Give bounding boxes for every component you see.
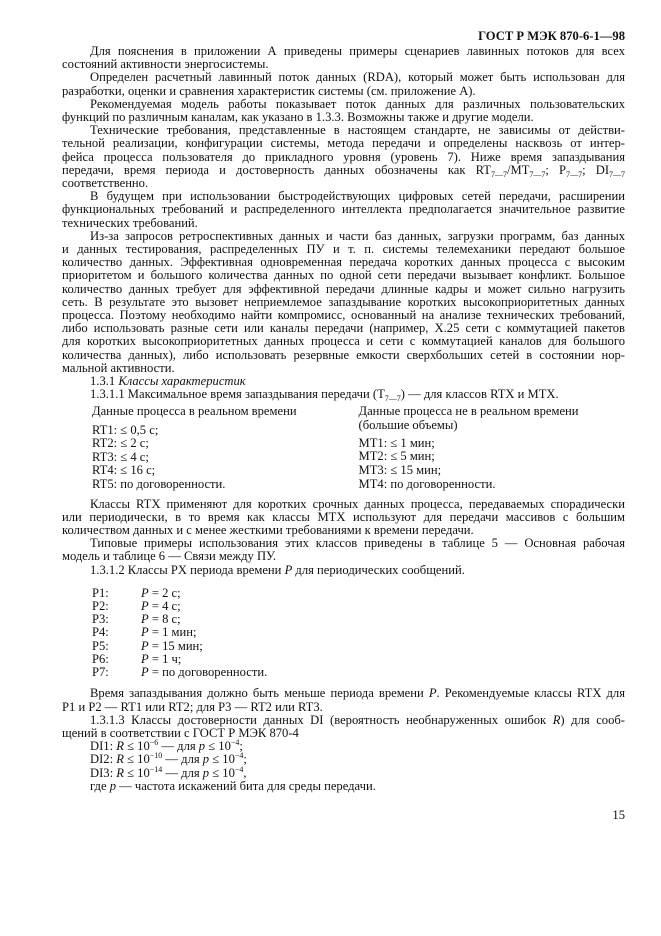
paragraph: [62, 71, 625, 97]
delay-classes-table: [62, 405, 625, 491]
text-run: ≤ 10: [123, 765, 150, 780]
text-run: P1 и P2 — RT1 или RT2; для P3 — RT2 или RT3.: [62, 699, 323, 714]
text-run: мальной активности.: [62, 360, 175, 375]
page-body: [62, 45, 625, 793]
paragraph: [62, 230, 625, 375]
class-row: RT4: ≤ 16 с;: [92, 463, 156, 478]
text-run: Время запаздывания должно быть меньше периода времени: [90, 686, 429, 701]
class-row: MT2: ≤ 5 мин;: [358, 449, 435, 464]
supscript: −4: [234, 751, 244, 761]
text-run: ≤ 10: [205, 739, 231, 754]
integrity-classes-list: [62, 740, 625, 793]
period-value-text: = 8 с;: [151, 612, 181, 627]
class-row: Данные процесса в реальном времени: [92, 404, 297, 419]
period-symbol: P: [141, 651, 149, 666]
recommendation-paragraphs: [62, 687, 625, 740]
period-classes-list: [92, 587, 625, 679]
text-run: . Рекомендуемые классы RTX для: [436, 686, 626, 701]
text-run: ; P: [545, 162, 567, 177]
text-run: для периодических сообщений.: [292, 562, 465, 577]
italic-symbol: R: [552, 712, 561, 727]
subscript: 7—7: [609, 169, 626, 179]
paragraph: [62, 45, 625, 71]
text-run: технических требований.: [62, 215, 198, 230]
text-run: — частота искажений бита для среды передачи.: [115, 778, 376, 793]
text-run: ≤ 10: [123, 739, 150, 754]
period-symbol: P: [141, 625, 149, 640]
period-class-key: P6:: [92, 651, 109, 666]
section-1-3-1-1-heading: [62, 387, 625, 404]
text-run: модель и таблице 6 — Связи между ПУ.: [62, 549, 277, 564]
text-run: — для: [158, 739, 199, 754]
italic-symbol: P: [284, 562, 293, 577]
italic-symbol: R: [116, 765, 124, 780]
period-symbol: P: [141, 665, 149, 680]
text-run: состояний активности энергосистемы.: [62, 57, 269, 72]
text-run: Из-за запросов ретроспективных данных и части баз данных, загрузки программ, баз данных: [90, 228, 625, 243]
subscript: 7—7: [566, 169, 583, 179]
text-line: [62, 564, 625, 577]
text-run: ) для сооб-: [560, 712, 625, 727]
text-run: фейса процесса пользователя до прикладного уровня (уровень 7). Ниже время запаздывания: [62, 149, 625, 164]
text-run: количество данных требует для эффективной передачи длинные кадры и может сильно нагрузить: [62, 281, 625, 296]
class-row: RT5: по договоренности.: [92, 477, 226, 492]
section-1-3-1-2-heading: [62, 564, 625, 577]
class-row: (большие объемы): [358, 417, 458, 432]
paragraph: [62, 564, 625, 577]
supscript: −14: [149, 764, 163, 774]
text-run: либо использовать разные сети или каналы передачи (например, X.25 сети с коммутацией пакетов: [62, 321, 625, 336]
supscript: −10: [149, 751, 163, 761]
text-run: разработки, оценки и сравнения характеристик системы (см. приложение А).: [62, 83, 476, 98]
realtime-column: [92, 405, 359, 491]
period-value: [141, 666, 267, 679]
period-symbol: P: [141, 599, 149, 614]
text-run: соответственно.: [62, 176, 149, 191]
text-run: ,: [243, 765, 247, 780]
text-run: DI2:: [90, 752, 117, 767]
text-run: Рекомендуемая модель работы показывает поток данных для различных пользовательских: [90, 96, 625, 111]
text-run: Определен расчетный лавинный поток данных (RDA), который может быть использован для: [90, 70, 625, 85]
period-value-text: = 2 с;: [151, 585, 181, 600]
subscript: 7—7: [529, 169, 546, 179]
integrity-class-line: [90, 780, 625, 793]
text-run: количеством данных и с менее жесткими требованиями к времени передачи.: [62, 523, 474, 538]
period-class-row: [92, 666, 625, 679]
text-run: где: [90, 778, 110, 793]
period-value-text: = 1 ч;: [151, 651, 182, 666]
period-symbol: P: [141, 585, 149, 600]
text-line: [62, 387, 625, 404]
class-usage-paragraphs: [62, 498, 625, 564]
text-run: ;: [243, 752, 247, 767]
italic-symbol: P: [428, 686, 437, 701]
paragraph: [62, 498, 625, 538]
period-symbol: P: [141, 638, 149, 653]
subscript: 7—7: [384, 394, 401, 404]
text-run: ≤ 10: [209, 752, 235, 767]
italic-symbol: p: [202, 765, 210, 780]
text-run: 1.3.1.1 Максимальное время запаздывания передачи (T: [90, 387, 385, 402]
class-row: RT2: ≤ 2 с;: [92, 436, 149, 451]
class-row: RT3: ≤ 4 с;: [92, 449, 149, 464]
text-run: тельной реализации, конфигурации системы, метода передачи и определены насквозь от интер-: [62, 136, 625, 151]
supscript: −4: [234, 764, 244, 774]
class-row: MT3: ≤ 15 мин;: [358, 463, 442, 478]
text-run: количества данных), либо использовать резервные емкости сверхбольших сетей в состоянии нор-: [62, 347, 625, 362]
subscript: 7—7: [491, 169, 507, 179]
text-run: Классы RTX применяют для коротких срочных данных процесса, передаваемых спорадически: [90, 496, 625, 511]
paragraph: [62, 124, 625, 190]
text-run: количество данных. Эффективная одновременная передача коротких данных процесса с высоким: [62, 255, 625, 270]
italic-symbol: p: [202, 752, 210, 767]
intro-paragraphs: [62, 45, 625, 375]
text-run: и данных тестирования, распределенных ПУ и т. п. системы телемеханики передают большое: [62, 242, 625, 257]
text-run: ≤ 10: [209, 765, 235, 780]
period-class-key: P5:: [92, 638, 109, 653]
text-run: /MT: [507, 162, 530, 177]
text-run: сеть. В результате это вызовет неприемлемое запаздывание коротких высокоприоритетных данных: [62, 294, 625, 309]
text-run: для коротких высокоприоритетных данных процесса и сети с коммутацией каналов для большого: [62, 334, 625, 349]
text-run: Технические требования, представленные в настоящем стандарте, не зависимы от действи-: [90, 123, 625, 138]
text-run: DI1:: [90, 739, 117, 754]
text-run: функций по различным каналам, как указано в 1.3.3. Возможны также и другие модели.: [62, 110, 534, 125]
italic-symbol: p: [198, 739, 206, 754]
class-row: MT4: по договоренности.: [358, 476, 496, 491]
realtime-header: [92, 405, 359, 418]
period-class-key: P4:: [92, 625, 109, 640]
supscript: −4: [230, 738, 240, 748]
period-class-key: P2:: [92, 599, 109, 614]
text-run: Для пояснения в приложении А приведены примеры сценариев лавинных потоков для всех: [90, 44, 625, 58]
text-run: ) — для классов RTX и MTX.: [400, 387, 559, 402]
non-realtime-header: [359, 405, 626, 431]
text-run: функциональных требований и распределенного интеллекта предполагается значительное развитие: [62, 202, 625, 217]
text-run: — для: [162, 752, 203, 767]
paragraph: [62, 687, 625, 713]
paragraph: [62, 98, 625, 124]
paragraph: [62, 387, 625, 404]
non-realtime-column: [359, 405, 626, 491]
document-header: ГОСТ Р МЭК 870-6-1—98: [478, 29, 625, 43]
period-value-text: = по договоренности.: [151, 665, 268, 680]
page-number: 15: [612, 808, 625, 822]
text-run: ;: [239, 739, 243, 754]
text-run: или периодически, в то время как классы MTX используют для передачи массивов с большим: [62, 509, 625, 524]
text-run: 1.3.1.2 Классы PX периода времени: [90, 562, 285, 577]
mt-classes: [359, 437, 626, 491]
text-run: щений в соответствии с ГОСТ Р МЭК 870-4: [62, 725, 299, 740]
class-row: RT1: ≤ 0,5 с;: [92, 422, 159, 437]
italic-symbol: R: [116, 752, 124, 767]
class-row: MT1: ≤ 1 мин;: [358, 435, 435, 450]
italic-symbol: Классы характеристик: [118, 374, 246, 389]
text-run: ≤ 10: [123, 752, 150, 767]
class-row: Данные процесса не в реальном времени: [358, 404, 579, 419]
period-class-key: P7:: [92, 665, 109, 680]
text-run: процесса. Поэтому необходимо найти компромисс, основанный на анализе технических требований,: [62, 308, 625, 323]
text-run: 1.3.1: [90, 374, 119, 389]
italic-symbol: p: [109, 778, 116, 793]
period-class-key: P1:: [92, 585, 109, 600]
text-run: приоритетом и большого количества данных по одной сети передачи вызывает конфликт. Большое: [62, 268, 625, 283]
rt-classes: [92, 424, 359, 492]
period-symbol: P: [141, 612, 149, 627]
text-run: — для: [162, 765, 203, 780]
paragraph: [62, 537, 625, 563]
text-run: передачи, время периода и достоверность данных обозначены как RT: [62, 162, 491, 177]
paragraph: [62, 190, 625, 230]
text-run: Типовые примеры использования этих классов приведены в таблице 5 — Основная рабочая: [90, 536, 625, 551]
period-class-key: P3:: [92, 612, 109, 627]
italic-symbol: R: [116, 739, 124, 754]
text-run: DI3:: [90, 765, 117, 780]
text-run: В будущем при использовании быстродействующих цифровых сетей передачи, расширении: [90, 189, 625, 204]
period-value-text: = 1 мин;: [151, 625, 197, 640]
paragraph: [62, 714, 625, 740]
text-run: ; DI: [582, 162, 610, 177]
period-value-text: = 4 с;: [151, 599, 181, 614]
text-run: 1.3.1.3 Классы достоверности данных DI (вероятность необнаруженных ошибок: [90, 712, 553, 727]
period-value-text: = 15 мин;: [151, 638, 203, 653]
supscript: −6: [149, 738, 159, 748]
